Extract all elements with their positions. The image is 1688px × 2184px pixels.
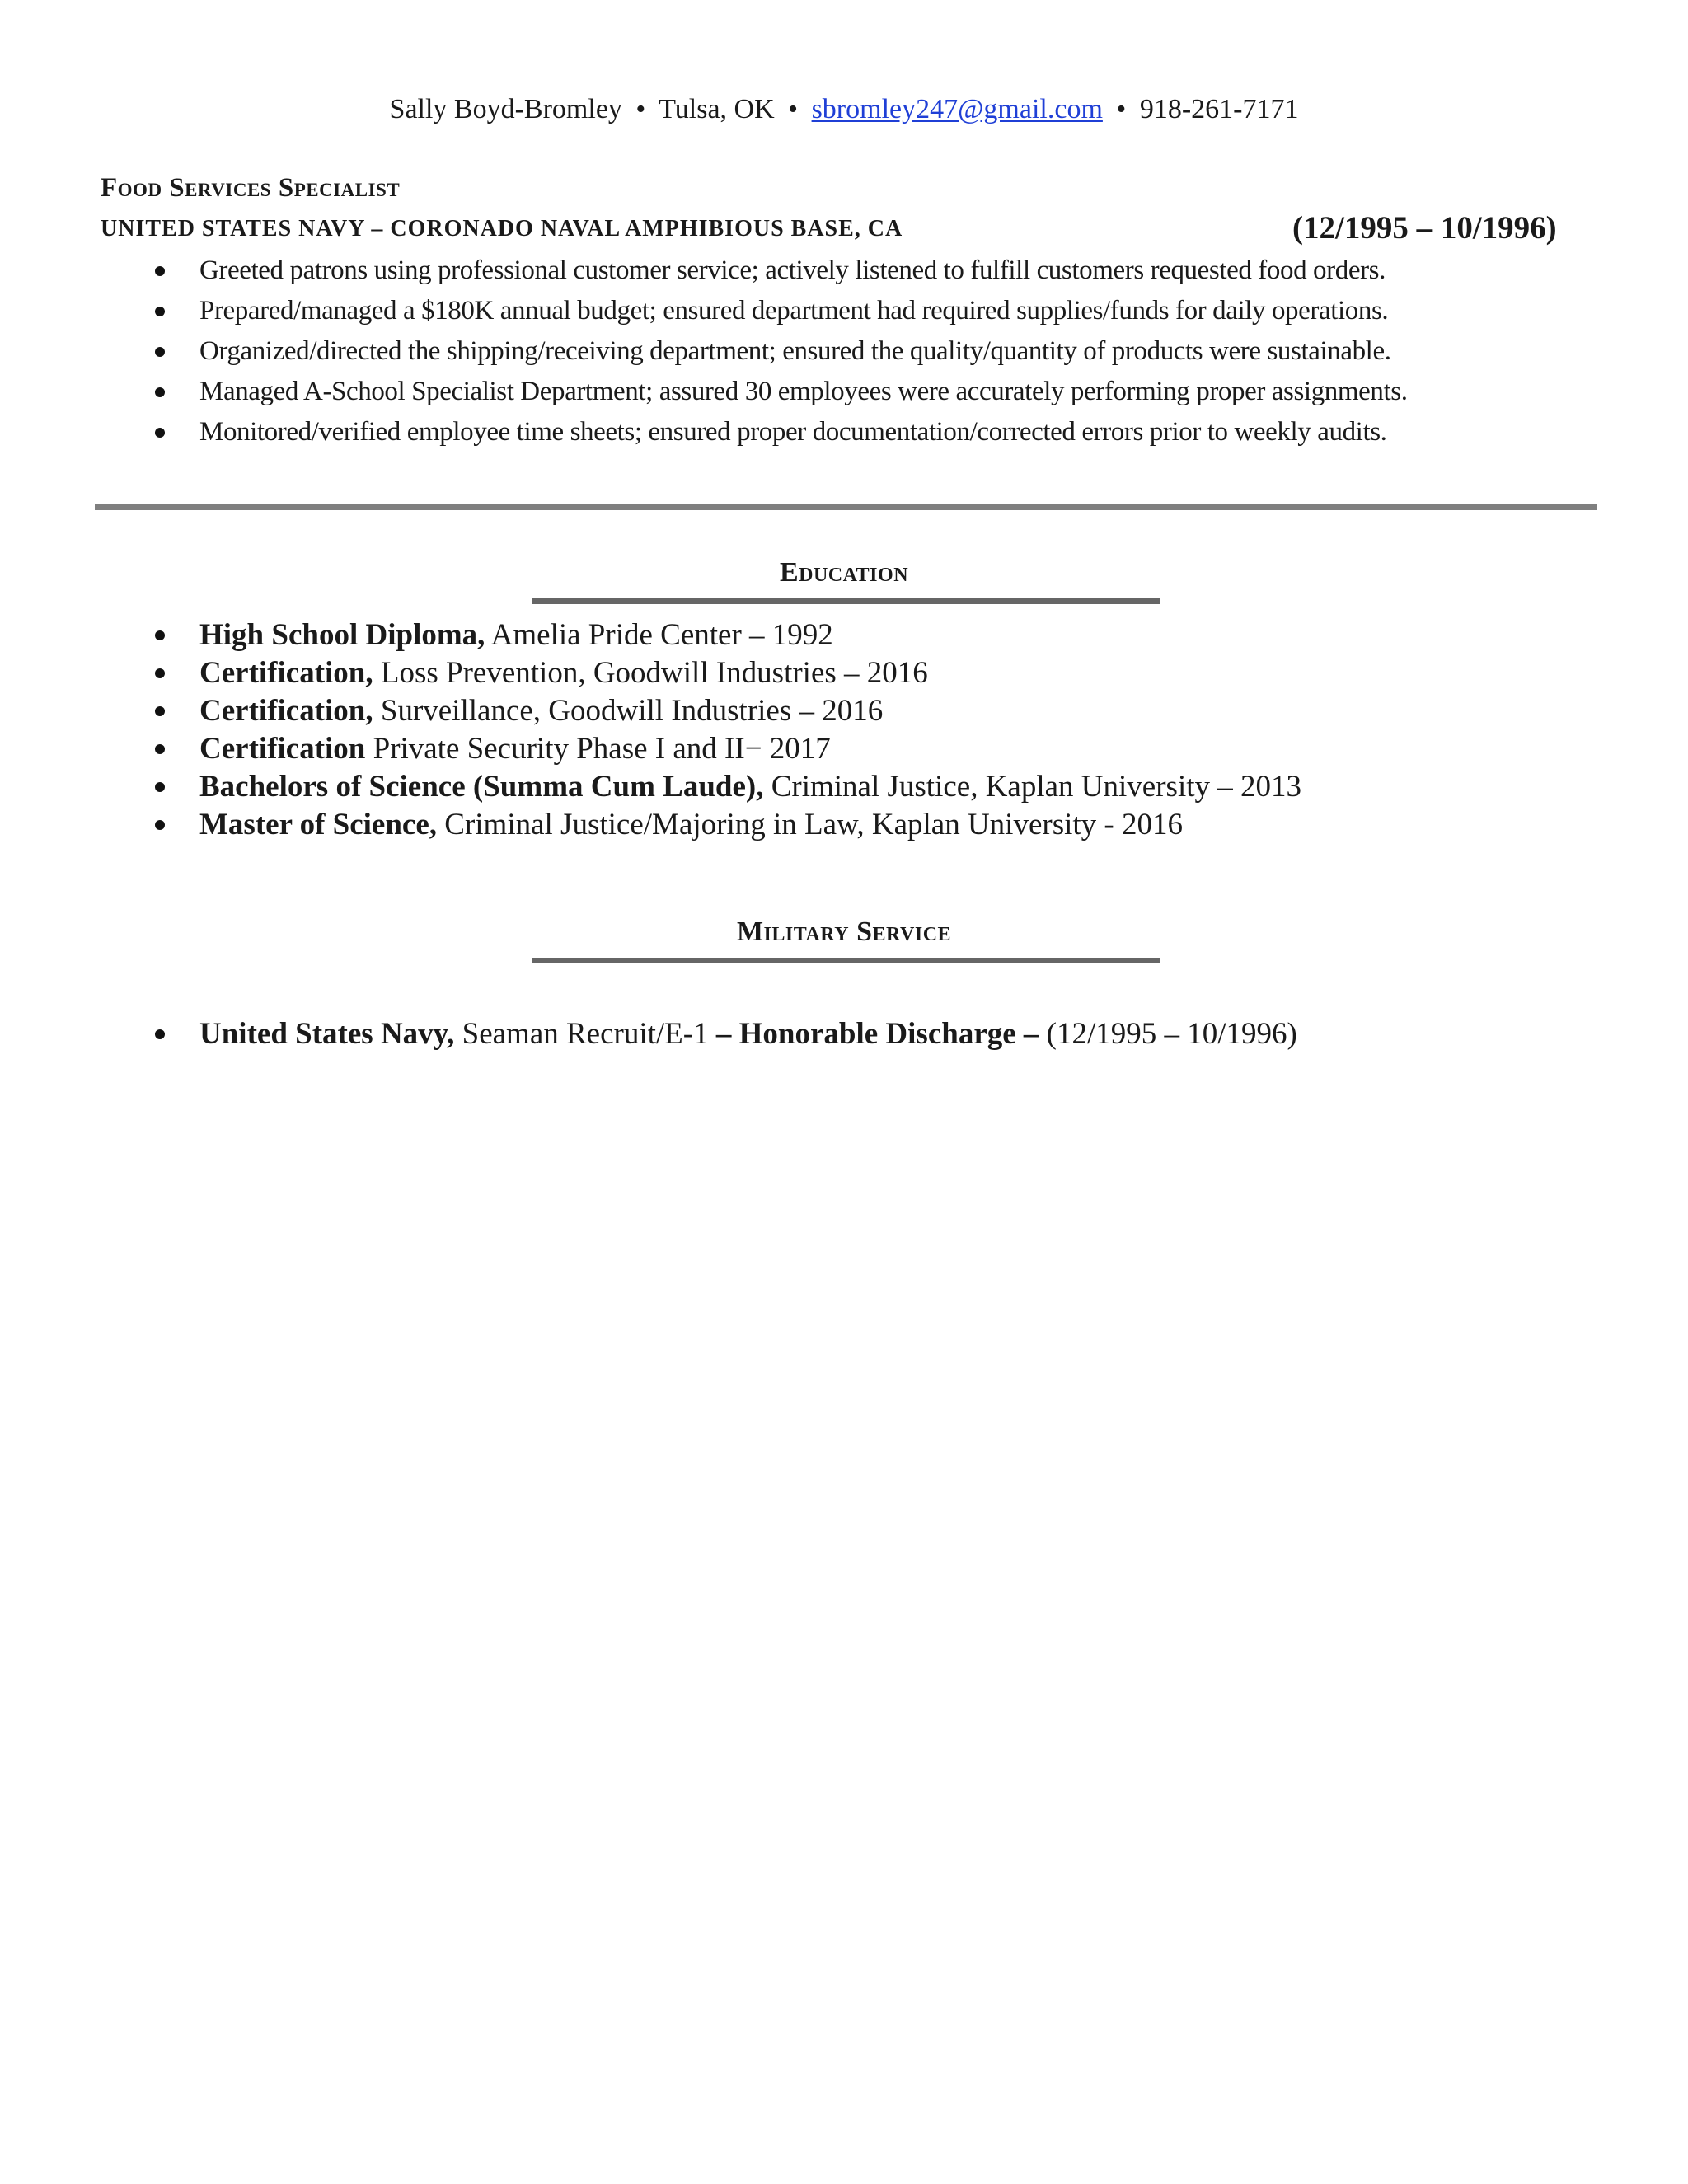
bullet-icon <box>155 387 165 397</box>
header-separator: • <box>635 94 646 124</box>
job-title: Food Services Specialist <box>101 173 401 203</box>
list-item: Prepared/managed a $180K annual budget; ensured department had required supplies/funds for daily operations. <box>0 291 1408 331</box>
bullet-icon <box>155 1029 165 1039</box>
contact-header <box>0 94 1688 125</box>
bullet-icon <box>155 706 165 716</box>
candidate-phone: 918-261-7171 <box>1139 94 1299 124</box>
bullet-icon <box>155 266 165 276</box>
bullet-icon <box>155 307 165 316</box>
section-divider <box>95 504 1597 510</box>
job-duties-list <box>0 251 1408 452</box>
list-item: Greeted patrons using professional customer service; actively listened to fulfill customers requested food orders. <box>0 251 1408 291</box>
education-list <box>0 616 1301 844</box>
list-item: Certification Private Security Phase I and II− 2017 <box>0 730 1301 768</box>
bullet-icon <box>155 820 165 830</box>
list-item: Certification, Loss Prevention, Goodwill Industries – 2016 <box>0 654 1301 692</box>
list-item: Managed A-School Specialist Department; assured 30 employees were accurately performing proper assignments. <box>0 372 1408 412</box>
bullet-icon <box>155 782 165 792</box>
education-rule <box>532 598 1160 604</box>
list-item: Monitored/verified employee time sheets; ensured proper documentation/corrected errors prior to weekly audits. <box>0 412 1408 452</box>
bullet-icon <box>155 347 165 357</box>
bullet-icon <box>155 668 165 678</box>
military-service-list <box>0 1015 1297 1053</box>
job-organization: UNITED STATES NAVY – CORONADO NAVAL AMPHIBIOUS BASE, CA <box>101 216 903 241</box>
header-separator: • <box>788 94 799 124</box>
list-item: Certification, Surveillance, Goodwill Industries – 2016 <box>0 692 1301 730</box>
list-item: Master of Science, Criminal Justice/Majoring in Law, Kaplan University - 2016 <box>0 806 1301 844</box>
header-separator: • <box>1116 94 1127 124</box>
list-item: High School Diploma, Amelia Pride Center – 1992 <box>0 616 1301 654</box>
email-link[interactable]: sbromley247@gmail.com <box>811 94 1103 124</box>
job-dates: (12/1995 – 10/1996) <box>1292 210 1557 246</box>
candidate-name: Sally Boyd-Bromley <box>389 94 622 124</box>
military-service-heading: Military Service <box>736 916 952 947</box>
list-item: Organized/directed the shipping/receiving department; ensured the quality/quantity of products were sustainable. <box>0 331 1408 372</box>
candidate-location: Tulsa, OK <box>659 94 775 124</box>
list-item: United States Navy, Seaman Recruit/E-1 – Honorable Discharge – (12/1995 – 10/1996) <box>0 1015 1297 1053</box>
bullet-icon <box>155 428 165 438</box>
education-heading: Education <box>779 557 909 588</box>
bullet-icon <box>155 744 165 754</box>
military-service-rule <box>532 958 1160 963</box>
bullet-icon <box>155 630 165 640</box>
list-item: Bachelors of Science (Summa Cum Laude), Criminal Justice, Kaplan University – 2013 <box>0 768 1301 806</box>
